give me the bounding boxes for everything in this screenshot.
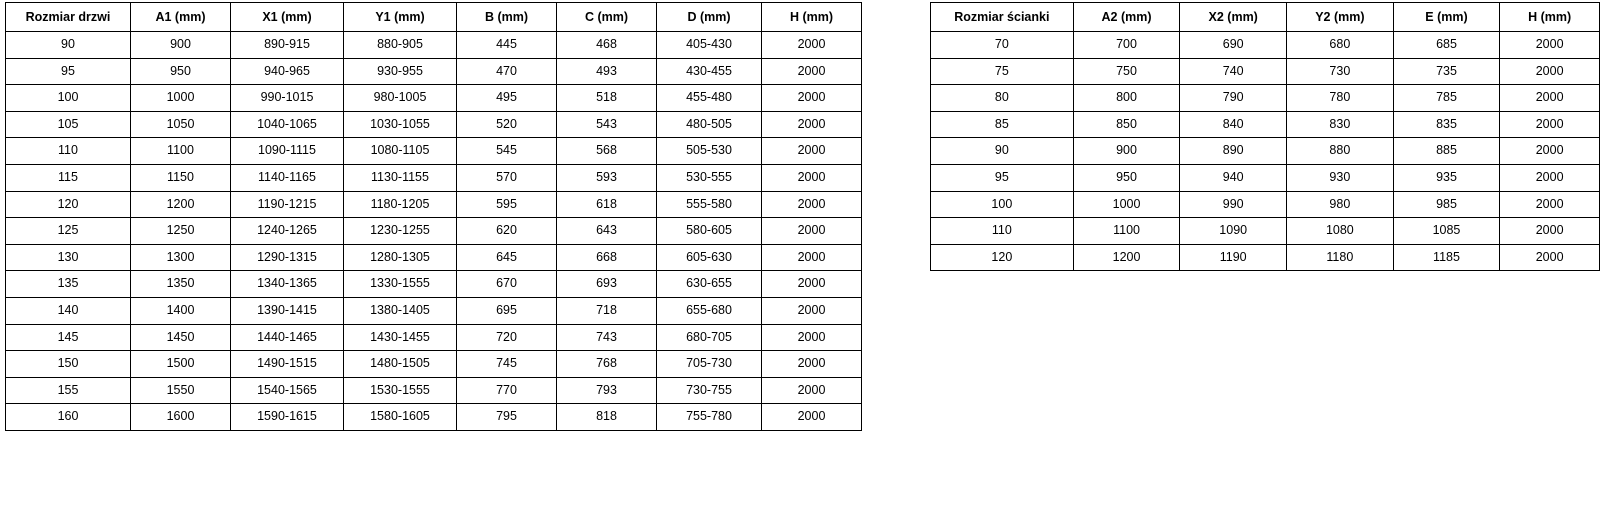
table-cell: 1085	[1393, 218, 1500, 245]
table-cell: 1230-1255	[344, 218, 457, 245]
table-row	[6, 351, 862, 378]
table-cell: 530-555	[657, 164, 762, 191]
column-header-x2: X2 (mm)	[1180, 3, 1287, 32]
table-row	[6, 164, 862, 191]
table-cell: 780	[1287, 85, 1394, 112]
table-cell: 120	[6, 191, 131, 218]
table-row	[931, 218, 1600, 245]
table-cell: 1180-1205	[344, 191, 457, 218]
table-cell: 493	[557, 58, 657, 85]
table-cell: 1150	[131, 164, 231, 191]
table-cell: 1190	[1180, 244, 1287, 271]
table-cell: 1090-1115	[231, 138, 344, 165]
table-cell: 1490-1515	[231, 351, 344, 378]
table-cell: 115	[6, 164, 131, 191]
table-cell: 2000	[762, 404, 862, 431]
table-cell: 1090	[1180, 218, 1287, 245]
table-cell: 543	[557, 111, 657, 138]
table-cell: 655-680	[657, 297, 762, 324]
table-cell: 100	[931, 191, 1074, 218]
table-cell: 2000	[762, 351, 862, 378]
table-cell: 140	[6, 297, 131, 324]
table-row	[6, 377, 862, 404]
column-header-b: B (mm)	[457, 3, 557, 32]
table-cell: 768	[557, 351, 657, 378]
table-cell: 1040-1065	[231, 111, 344, 138]
table-cell: 120	[931, 244, 1074, 271]
column-header-d: D (mm)	[657, 3, 762, 32]
table-cell: 695	[457, 297, 557, 324]
table-cell: 705-730	[657, 351, 762, 378]
column-header-y1: Y1 (mm)	[344, 3, 457, 32]
table-row	[931, 164, 1600, 191]
table-cell: 430-455	[657, 58, 762, 85]
table-cell: 770	[457, 377, 557, 404]
table-cell: 1350	[131, 271, 231, 298]
table-row	[6, 85, 862, 112]
column-header-x1: X1 (mm)	[231, 3, 344, 32]
table-row	[931, 32, 1600, 59]
table-cell: 2000	[762, 324, 862, 351]
table-cell: 685	[1393, 32, 1500, 59]
table-cell: 1190-1215	[231, 191, 344, 218]
table-cell: 800	[1073, 85, 1180, 112]
table-cell: 690	[1180, 32, 1287, 59]
table-cell: 2000	[1500, 138, 1600, 165]
table-row	[931, 138, 1600, 165]
table-row	[6, 271, 862, 298]
table-cell: 730-755	[657, 377, 762, 404]
table-cell: 1130-1155	[344, 164, 457, 191]
table-row	[931, 58, 1600, 85]
table-row	[6, 404, 862, 431]
table-cell: 880	[1287, 138, 1394, 165]
table-row	[6, 58, 862, 85]
table-cell: 1590-1615	[231, 404, 344, 431]
table-cell: 745	[457, 351, 557, 378]
table-cell: 570	[457, 164, 557, 191]
table-cell: 1080	[1287, 218, 1394, 245]
table-cell: 900	[1073, 138, 1180, 165]
column-header-rozmiar-scianki: Rozmiar ścianki	[931, 3, 1074, 32]
table-row	[6, 218, 862, 245]
table-cell: 990	[1180, 191, 1287, 218]
table-cell: 680	[1287, 32, 1394, 59]
table-cell: 990-1015	[231, 85, 344, 112]
table-cell: 580-605	[657, 218, 762, 245]
table-cell: 1080-1105	[344, 138, 457, 165]
table-cell: 2000	[1500, 218, 1600, 245]
column-header-h: H (mm)	[1500, 3, 1600, 32]
table-cell: 670	[457, 271, 557, 298]
table-cell: 718	[557, 297, 657, 324]
table-cell: 468	[557, 32, 657, 59]
table-row	[6, 297, 862, 324]
table-cell: 85	[931, 111, 1074, 138]
table-cell: 790	[1180, 85, 1287, 112]
table-cell: 1500	[131, 351, 231, 378]
table-cell: 2000	[762, 377, 862, 404]
table-cell: 1480-1505	[344, 351, 457, 378]
table-cell: 470	[457, 58, 557, 85]
table-cell: 830	[1287, 111, 1394, 138]
table-cell: 740	[1180, 58, 1287, 85]
table-cell: 145	[6, 324, 131, 351]
table-cell: 743	[557, 324, 657, 351]
table-cell: 793	[557, 377, 657, 404]
table-cell: 645	[457, 244, 557, 271]
table-cell: 1330-1555	[344, 271, 457, 298]
table-cell: 105	[6, 111, 131, 138]
table-cell: 1140-1165	[231, 164, 344, 191]
table-header-row	[6, 3, 862, 32]
table-cell: 455-480	[657, 85, 762, 112]
table-cell: 2000	[762, 85, 862, 112]
table-cell: 1200	[131, 191, 231, 218]
table-cell: 1300	[131, 244, 231, 271]
table-cell: 630-655	[657, 271, 762, 298]
table-cell: 785	[1393, 85, 1500, 112]
table-cell: 2000	[762, 164, 862, 191]
table-row	[931, 191, 1600, 218]
table-cell: 2000	[762, 58, 862, 85]
table-cell: 2000	[762, 111, 862, 138]
table-cell: 1185	[1393, 244, 1500, 271]
table-cell: 2000	[1500, 164, 1600, 191]
table-cell: 940-965	[231, 58, 344, 85]
table-cell: 950	[1073, 164, 1180, 191]
table-cell: 2000	[762, 297, 862, 324]
table-cell: 1100	[1073, 218, 1180, 245]
table-header-row	[931, 3, 1600, 32]
table-cell: 2000	[1500, 244, 1600, 271]
table-cell: 1450	[131, 324, 231, 351]
table-cell: 135	[6, 271, 131, 298]
table-row	[6, 324, 862, 351]
table-cell: 150	[6, 351, 131, 378]
table-cell: 568	[557, 138, 657, 165]
table-cell: 2000	[762, 244, 862, 271]
table-row	[931, 85, 1600, 112]
table-cell: 2000	[762, 271, 862, 298]
walls-table-head	[931, 3, 1600, 32]
table-cell: 480-505	[657, 111, 762, 138]
table-cell: 2000	[762, 32, 862, 59]
table-cell: 125	[6, 218, 131, 245]
table-cell: 110	[6, 138, 131, 165]
table-cell: 693	[557, 271, 657, 298]
table-cell: 1030-1055	[344, 111, 457, 138]
column-header-rozmiar-drzwi: Rozmiar drzwi	[6, 3, 131, 32]
table-cell: 100	[6, 85, 131, 112]
table-cell: 2000	[1500, 85, 1600, 112]
table-cell: 90	[931, 138, 1074, 165]
table-cell: 70	[931, 32, 1074, 59]
table-cell: 900	[131, 32, 231, 59]
walls-dimensions-table	[930, 2, 1600, 271]
table-cell: 1530-1555	[344, 377, 457, 404]
table-cell: 980	[1287, 191, 1394, 218]
table-cell: 1180	[1287, 244, 1394, 271]
column-header-a2: A2 (mm)	[1073, 3, 1180, 32]
table-cell: 1050	[131, 111, 231, 138]
table-cell: 1000	[1073, 191, 1180, 218]
table-cell: 1340-1365	[231, 271, 344, 298]
table-cell: 840	[1180, 111, 1287, 138]
table-cell: 1100	[131, 138, 231, 165]
table-cell: 835	[1393, 111, 1500, 138]
column-header-h: H (mm)	[762, 3, 862, 32]
table-cell: 605-630	[657, 244, 762, 271]
table-cell: 95	[931, 164, 1074, 191]
table-cell: 90	[6, 32, 131, 59]
table-cell: 755-780	[657, 404, 762, 431]
doors-table-head	[6, 3, 862, 32]
table-cell: 618	[557, 191, 657, 218]
table-cell: 2000	[762, 138, 862, 165]
walls-table-body	[931, 32, 1600, 271]
doors-table-body	[6, 32, 862, 431]
table-row	[6, 111, 862, 138]
table-cell: 1600	[131, 404, 231, 431]
table-cell: 1380-1405	[344, 297, 457, 324]
table-cell: 818	[557, 404, 657, 431]
table-cell: 1000	[131, 85, 231, 112]
table-cell: 1540-1565	[231, 377, 344, 404]
table-cell: 595	[457, 191, 557, 218]
table-cell: 668	[557, 244, 657, 271]
table-cell: 930	[1287, 164, 1394, 191]
table-cell: 2000	[1500, 32, 1600, 59]
table-cell: 700	[1073, 32, 1180, 59]
table-cell: 445	[457, 32, 557, 59]
table-cell: 935	[1393, 164, 1500, 191]
table-cell: 1580-1605	[344, 404, 457, 431]
table-cell: 95	[6, 58, 131, 85]
table-cell: 2000	[1500, 111, 1600, 138]
doors-dimensions-table	[5, 2, 862, 431]
table-cell: 2000	[762, 218, 862, 245]
table-cell: 520	[457, 111, 557, 138]
table-row	[6, 191, 862, 218]
table-cell: 405-430	[657, 32, 762, 59]
table-cell: 160	[6, 404, 131, 431]
table-cell: 643	[557, 218, 657, 245]
column-header-y2: Y2 (mm)	[1287, 3, 1394, 32]
table-cell: 555-580	[657, 191, 762, 218]
table-cell: 130	[6, 244, 131, 271]
table-cell: 620	[457, 218, 557, 245]
table-cell: 505-530	[657, 138, 762, 165]
column-header-e: E (mm)	[1393, 3, 1500, 32]
table-row	[6, 244, 862, 271]
table-cell: 2000	[1500, 58, 1600, 85]
table-cell: 940	[1180, 164, 1287, 191]
table-cell: 680-705	[657, 324, 762, 351]
table-cell: 850	[1073, 111, 1180, 138]
table-cell: 1430-1455	[344, 324, 457, 351]
table-cell: 1400	[131, 297, 231, 324]
table-row	[6, 32, 862, 59]
table-cell: 1240-1265	[231, 218, 344, 245]
table-cell: 1200	[1073, 244, 1180, 271]
table-cell: 1390-1415	[231, 297, 344, 324]
table-cell: 80	[931, 85, 1074, 112]
table-row	[931, 111, 1600, 138]
walls-dimensions-table-container	[930, 2, 1600, 271]
table-cell: 2000	[762, 191, 862, 218]
table-cell: 890	[1180, 138, 1287, 165]
table-cell: 890-915	[231, 32, 344, 59]
table-cell: 1550	[131, 377, 231, 404]
table-cell: 980-1005	[344, 85, 457, 112]
table-cell: 495	[457, 85, 557, 112]
column-header-c: C (mm)	[557, 3, 657, 32]
table-cell: 735	[1393, 58, 1500, 85]
table-cell: 730	[1287, 58, 1394, 85]
table-row	[931, 244, 1600, 271]
table-cell: 1440-1465	[231, 324, 344, 351]
table-cell: 880-905	[344, 32, 457, 59]
doors-dimensions-table-container	[5, 2, 862, 431]
table-cell: 2000	[1500, 191, 1600, 218]
table-cell: 930-955	[344, 58, 457, 85]
table-row	[6, 138, 862, 165]
table-cell: 110	[931, 218, 1074, 245]
table-cell: 1250	[131, 218, 231, 245]
table-cell: 1280-1305	[344, 244, 457, 271]
table-cell: 950	[131, 58, 231, 85]
table-cell: 545	[457, 138, 557, 165]
table-cell: 985	[1393, 191, 1500, 218]
table-cell: 155	[6, 377, 131, 404]
table-cell: 1290-1315	[231, 244, 344, 271]
table-cell: 720	[457, 324, 557, 351]
table-cell: 75	[931, 58, 1074, 85]
table-cell: 518	[557, 85, 657, 112]
table-cell: 750	[1073, 58, 1180, 85]
table-cell: 885	[1393, 138, 1500, 165]
table-cell: 795	[457, 404, 557, 431]
column-header-a1: A1 (mm)	[131, 3, 231, 32]
table-cell: 593	[557, 164, 657, 191]
